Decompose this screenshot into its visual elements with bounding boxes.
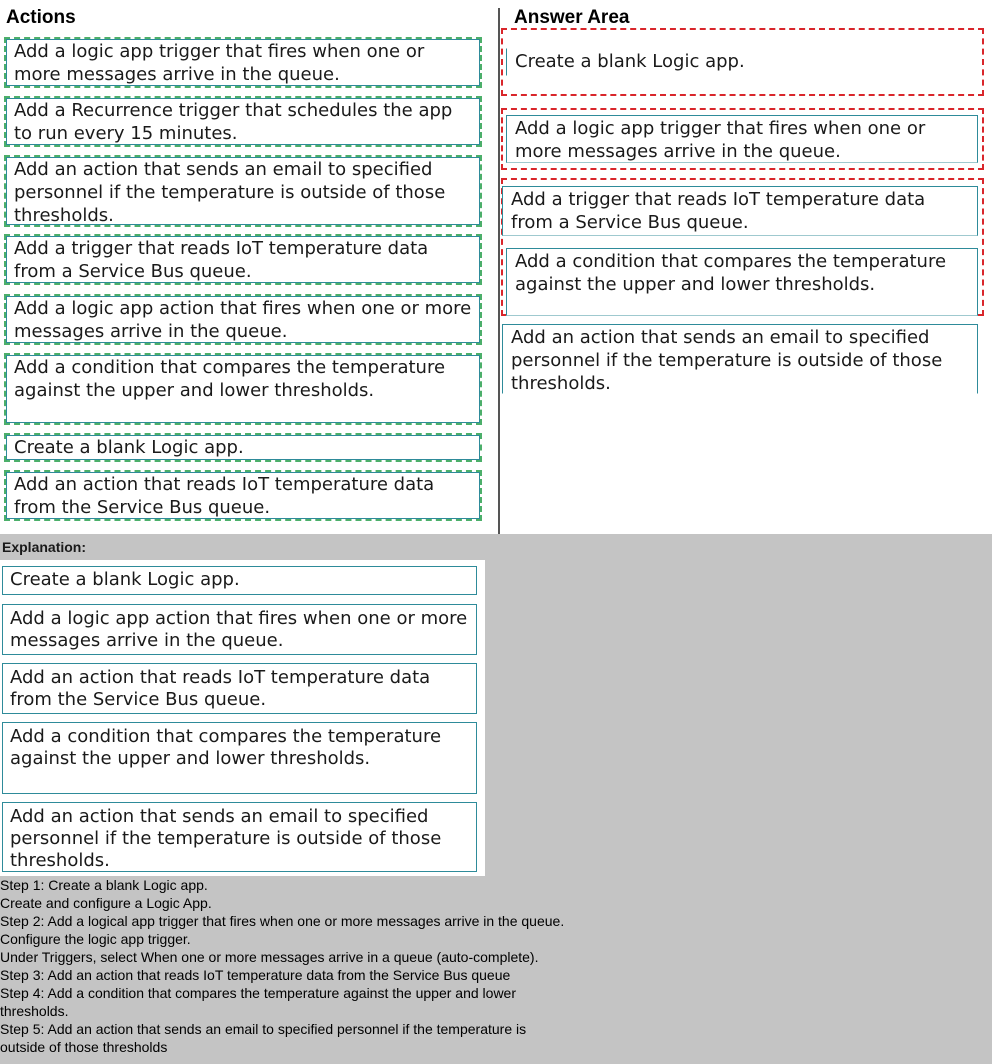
step-line: Create and configure a Logic App. (0, 895, 212, 911)
step-line: Step 2: Add a logical app trigger that fires when one or more messages arrive in the queue. (0, 913, 565, 929)
answer-item[interactable]: Add a logic app trigger that fires when one or more messages arrive in the queue. (506, 115, 978, 163)
step-line: Under Triggers, select When one or more messages arrive in a queue (auto-complete). (0, 949, 539, 965)
answer-item[interactable]: Add an action that sends an email to specified personnel if the temperature is outside of those thresholds. (502, 324, 978, 394)
explanation-item: Add an action that reads IoT temperature data from the Service Bus queue. (2, 663, 477, 714)
action-item[interactable]: Add a condition that compares the temperature against the upper and lower thresholds. (4, 353, 482, 425)
action-item[interactable]: Add an action that reads IoT temperature data from the Service Bus queue. (4, 470, 482, 521)
actions-heading: Actions (6, 7, 76, 28)
action-item[interactable]: Add a Recurrence trigger that schedules the app to run every 15 minutes. (4, 96, 482, 147)
action-item[interactable]: Add a logic app action that fires when one or more messages arrive in the queue. (4, 294, 482, 345)
answer-item[interactable]: Add a trigger that reads IoT temperature data from a Service Bus queue. (502, 186, 978, 236)
step-line: outside of those thresholds (0, 1039, 168, 1055)
explanation-item: Add a logic app action that fires when one or more messages arrive in the queue. (2, 604, 477, 655)
explanation-heading: Explanation: (2, 539, 87, 555)
action-item[interactable]: Add a trigger that reads IoT temperature data from a Service Bus queue. (4, 234, 482, 285)
explanation-item: Add a condition that compares the temperature against the upper and lower thresholds. (2, 722, 477, 794)
explanation-steps (0, 876, 992, 1056)
step-line: thresholds. (0, 1003, 69, 1019)
explanation-item: Create a blank Logic app. (2, 566, 477, 595)
step-line: Step 1: Create a blank Logic app. (0, 877, 208, 893)
step-line: Step 3: Add an action that reads IoT temperature data from the Service Bus queue (0, 967, 511, 983)
step-line: Step 5: Add an action that sends an email to specified personnel if the temperature is (0, 1021, 527, 1037)
action-item[interactable]: Add an action that sends an email to specified personnel if the temperature is outside of those thresholds. (4, 155, 482, 227)
explanation-item: Add an action that sends an email to specified personnel if the temperature is outside of those thresholds. (2, 802, 477, 872)
action-item[interactable]: Add a logic app trigger that fires when one or more messages arrive in the queue. (4, 37, 482, 88)
answer-area-heading: Answer Area (514, 7, 630, 28)
step-line: Step 4: Add a condition that compares the temperature against the upper and lower (0, 985, 516, 1001)
answer-item[interactable]: Create a blank Logic app. (506, 48, 978, 76)
answer-item[interactable]: Add a condition that compares the temperature against the upper and lower thresholds. (506, 248, 978, 316)
step-line: Configure the logic app trigger. (0, 931, 191, 947)
column-divider (498, 8, 500, 534)
action-item[interactable]: Create a blank Logic app. (4, 433, 482, 462)
